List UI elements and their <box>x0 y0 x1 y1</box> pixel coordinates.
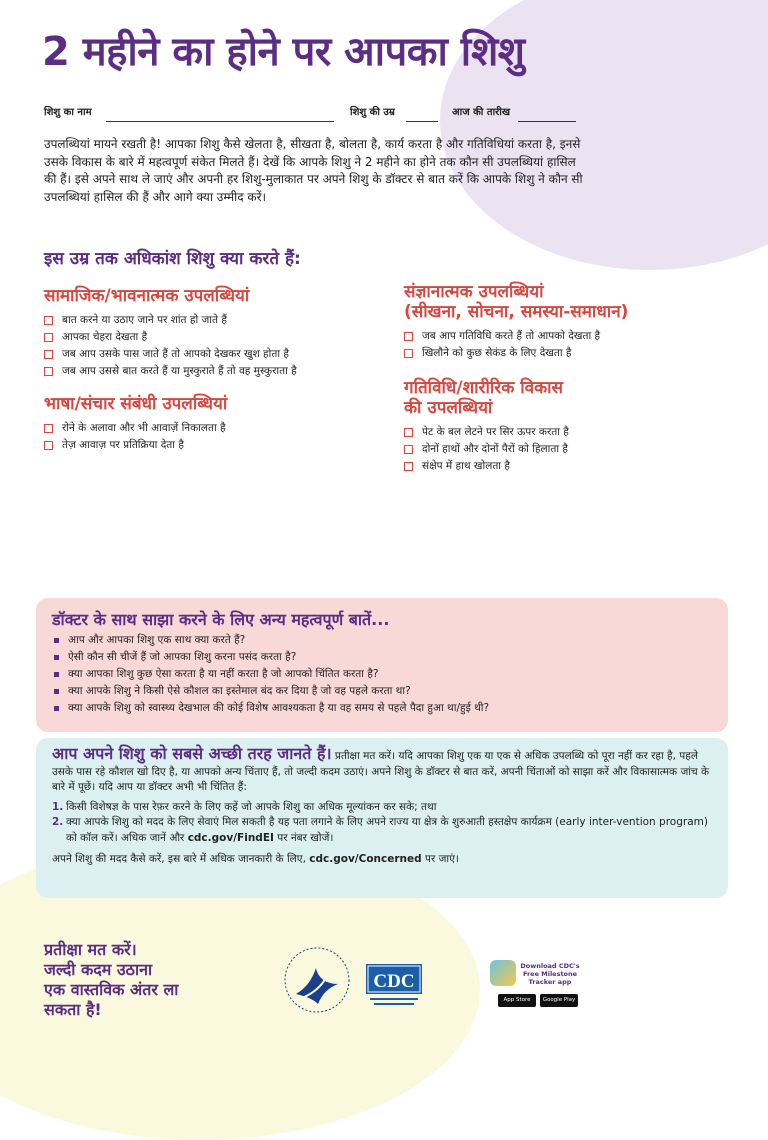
app-store-button[interactable]: App Store <box>498 994 536 1007</box>
checkbox-icon[interactable] <box>404 349 413 358</box>
milestone-item[interactable]: बात करने या उठाए जाने पर शांत हो जाते हैं <box>44 312 297 329</box>
milestone-item[interactable]: दोनों हाथों और दोनों पैरों को हिलाता है <box>404 441 569 458</box>
checkbox-icon[interactable] <box>404 332 413 341</box>
step-item: 1. किसी विशेषज्ञ के पास रेफ़र करने के लिए कहें जो आपके शिशु का अधिक मूल्यांकन कर सके; तथा <box>52 800 437 813</box>
cognitive-section <box>404 282 628 362</box>
milestone-item[interactable]: आपका चेहरा देखता है <box>44 329 297 346</box>
hhs-seal-icon <box>282 944 352 1016</box>
milestone-item[interactable]: तेज़ आवाज़ पर प्रतिक्रिया देता है <box>44 437 227 454</box>
milestone-item[interactable]: जब आप गतिविधि करते हैं तो आपको देखता है <box>404 328 628 345</box>
checkbox-icon[interactable] <box>404 428 413 437</box>
page-title: 2 महीने का होने पर आपका शिशु <box>42 29 525 75</box>
milestone-item[interactable]: जब आप उससे बात करते हैं या मुस्कुराते हैं तो वह मुस्कुराता है <box>44 363 297 380</box>
checkbox-icon[interactable] <box>44 367 53 376</box>
milestone-item[interactable]: पेट के बल लेटने पर सिर ऊपर करता है <box>404 424 569 441</box>
app-icon <box>490 960 516 986</box>
box-heading: डॉक्टर के साथ साझा करने के लिए अन्य महत्वपूर्ण बातें... <box>52 610 390 629</box>
section-heading: सामाजिक/भावनात्मक उपलब्धियां <box>44 286 250 306</box>
most-babies-heading: इस उम्र तक अधिकांश शिशु क्या करते हैं: <box>44 249 301 269</box>
checkbox-icon[interactable] <box>44 441 53 450</box>
checkbox-icon[interactable] <box>44 424 53 433</box>
date-label: आज की तारीख <box>452 107 511 118</box>
question-item: ऐसी कौन सी चीजें हैं जो आपका शिशु करना पसंद करता है? <box>54 649 489 666</box>
milestone-item[interactable]: जब आप उसके पास जाते हैं तो आपको देखकर खुश होता है <box>44 346 297 363</box>
box-heading: आप अपने शिशु को सबसे अच्छी तरह जानते हैं। <box>52 744 332 763</box>
more-info-line: अपने शिशु की मदद कैसे करें, इस बारे में अधिक जानकारी के लिए, cdc.gov/Concerned पर जाएं। <box>52 853 459 865</box>
findei-link[interactable]: cdc.gov/FindEI <box>187 831 274 844</box>
checkbox-icon[interactable] <box>44 350 53 359</box>
milestone-item[interactable]: रोने के अलावा और भी आवाज़ें निकालता है <box>44 420 227 437</box>
movement-physical-section <box>404 378 569 475</box>
social-emotional-section <box>44 286 297 380</box>
milestone-tracker-app-badge[interactable] <box>486 956 582 1014</box>
date-field[interactable] <box>452 92 576 122</box>
child-age-label: शिशु की उम्र <box>350 107 395 118</box>
question-item: क्या आपके शिशु को स्वास्थ्य देखभाल की कोई विशेष आवश्यकता है या वह समय से पहले पैदा हुआ था/हुई थी? <box>54 700 489 717</box>
question-item: क्या आपका शिशु कुछ ऐसा करता है या नहीं करता है जो आपको चिंतित करता है? <box>54 666 489 683</box>
tagline: प्रतीक्षा मत करें। जल्दी कदम उठाना एक वास्तविक अंतर ला सकता है! <box>44 940 179 1019</box>
child-age-field[interactable] <box>350 92 438 122</box>
child-info-form <box>44 92 584 122</box>
doctor-questions-box <box>36 598 728 732</box>
section-heading-line1: संज्ञानात्मक उपलब्धियां <box>404 282 544 302</box>
section-heading-line1: गतिविधि/शारीरिक विकास <box>404 378 564 398</box>
milestone-item[interactable]: खिलौने को कुछ सेकंड के लिए देखता है <box>404 345 628 362</box>
concerned-link[interactable]: cdc.gov/Concerned <box>309 853 422 865</box>
section-heading-line2: की उपलब्धियां <box>404 398 493 418</box>
app-badge-text: Download CDC's Free Milestone Tracker app <box>520 962 580 986</box>
question-item: आप और आपका शिशु एक साथ क्या करते हैं? <box>54 632 489 649</box>
cdc-logo-text: CDC <box>373 971 415 992</box>
checkbox-icon[interactable] <box>404 462 413 471</box>
language-communication-section <box>44 394 227 454</box>
child-name-field[interactable] <box>44 92 334 122</box>
milestone-item[interactable]: संक्षेप में हाथ खोलता है <box>404 458 569 475</box>
act-early-box <box>36 738 728 898</box>
section-heading-line2: (सीखना, सोचना, समस्या-समाधान) <box>404 302 629 322</box>
step-item: 2. क्या आपके शिशु को मदद के लिए सेवाएं मिल सकती है यह पता लगाने के लिए अपने राज्य या क्षेत्र के शुरुआती हस्तक्षेप कार्यक्रम (early inter-vention program) को कॉल करें। अधिक जानें और cdc.gov/FindEI पर नंबर खोजें। <box>52 816 708 844</box>
checkbox-icon[interactable] <box>44 316 53 325</box>
child-name-label: शिशु का नाम <box>44 107 92 118</box>
checkbox-icon[interactable] <box>404 445 413 454</box>
intro-paragraph: उपलब्धियां मायने रखती है! आपका शिशु कैसे खेलता है, सीखता है, बोलता है, कार्य करता है और गतिविधियां करता है, इनसे उसके विकास के बारे में महत्वपूर्ण संकेत मिलते हैं। देखें कि आपके शिशु ने 2 महीने का होने तक कौन सी उपलब्धियां हासिल की हैं। इसे अपने साथ ले जाएं और अपनी हर शिशु-मुलाकात पर अपने शिशु के डॉक्टर से बात करें कि आपके शिशु ने कौन सी उपलब्धियां हासिल की हैं और आगे क्या उम्मीद करें। <box>44 137 583 204</box>
google-play-button[interactable]: Google Play <box>540 994 578 1007</box>
checkbox-icon[interactable] <box>44 333 53 342</box>
cdc-logo-icon <box>364 962 424 1010</box>
section-heading: भाषा/संचार संबंधी उपलब्धियां <box>44 394 228 414</box>
act-early-text: प्रतीक्षा मत करें। यदि आपका शिशु एक या एक से अधिक उपलब्धि को पूरा नहीं कर रहा है, पहले उसके पास रहे कौशल खो दिए है, या आपको अन्य चिंताए हैं, तो जल्दी कदम उठाएं। अपने शिशु के डॉक्टर से बात करें, अपनी चिंताओं को साझा करें और विकासात्मक जांच के बारे में पूछें। यदि आप या डॉक्टर अभी भी चिंतित हैं: <box>52 750 710 793</box>
question-item: क्या आपके शिशु ने किसी ऐसे कौशल का इस्तेमाल बंद कर दिया है जो वह पहले करता था? <box>54 683 489 700</box>
